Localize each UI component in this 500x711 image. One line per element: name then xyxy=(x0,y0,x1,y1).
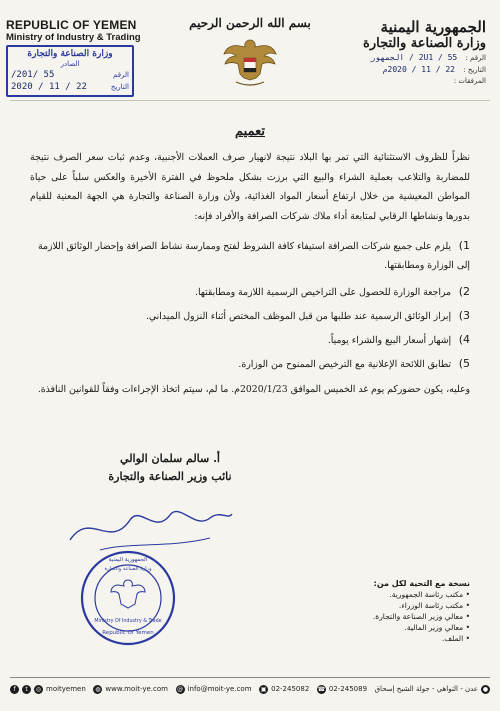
fax-icon: ▣ xyxy=(260,685,267,693)
letterhead-republic-en: REPUBLIC OF YEMEN xyxy=(6,18,137,32)
email-icon: @ xyxy=(177,685,184,693)
seal-mid-text: وزارة الصناعة والتجارة xyxy=(104,566,152,572)
list-item-text: مراجعة الوزارة للحصول على التراخيص الرسمية اللازمة ومطابقتها. xyxy=(194,287,452,298)
stamp-date-value: 22 / 11 / 2020 xyxy=(11,82,87,92)
list-item xyxy=(30,306,470,326)
stamp-date-label: التاريخ xyxy=(110,83,129,91)
address-group xyxy=(375,685,490,694)
letterhead-ministry-en: Ministry of Industry & Trading xyxy=(6,32,141,43)
list-item-number: 4) xyxy=(458,333,470,346)
english-letterhead xyxy=(6,18,166,97)
footer-divider xyxy=(10,677,490,678)
email-link[interactable]: info@moit-ye.com xyxy=(187,685,252,693)
list-item-text: تطابق اللائحة الإعلانية مع الترخيص الممنوح من الوزارة. xyxy=(238,359,452,370)
ref-value: 55 / 2U1 / الجمهور xyxy=(370,53,458,62)
signatory-name: أ. سالم سلمان الوالي xyxy=(120,452,220,465)
stamp-ref-row xyxy=(11,69,129,81)
ref-number-line xyxy=(336,52,486,64)
email-group xyxy=(176,685,252,694)
list-item-text: يلزم على جميع شركات الصرافة استيفاء كافة الشروط لفتح وممارسة نشاط الصرافة وإحضار الوثائق اللازمة إلى الوزارة ومطابقتها. xyxy=(37,241,470,271)
eagle-emblem-icon xyxy=(222,34,278,92)
list-item-number: 3) xyxy=(458,309,470,322)
copies-title: نسخة مع التحية لكل من: xyxy=(373,579,470,588)
instagram-icon: ◎ xyxy=(35,685,42,693)
list-item xyxy=(30,236,470,275)
list-item: • مكتب رئاسة الجمهورية. xyxy=(389,590,470,599)
facebook-icon: f xyxy=(10,685,19,694)
stamp-ref-label: الرقم xyxy=(113,71,129,79)
seal-en-bottom: Republic Of Yemen xyxy=(102,630,154,636)
attachments-label: المرفقات : xyxy=(453,77,486,85)
footer-bar xyxy=(0,680,500,698)
website-link[interactable]: www.moit-ye.com xyxy=(105,685,168,693)
fax-group xyxy=(259,685,309,694)
address-text: عدن - التواهي - جولة الشيخ إسحاق xyxy=(374,685,478,693)
list-item-text: إشهار أسعار البيع والشراء يومياً. xyxy=(327,335,452,346)
list-item-number: 2) xyxy=(458,285,470,298)
social-handle: moityemen xyxy=(46,685,86,693)
stamp-date-row xyxy=(11,81,129,93)
phone-number: 02-245089 xyxy=(328,685,368,693)
seal-top-text: الجمهورية اليمنية xyxy=(108,557,148,563)
list-item-number: 5) xyxy=(458,357,470,370)
stamp-ref-value: 55 /201/ xyxy=(11,70,55,80)
stamp-ministry: وزارة الصناعة والتجارة xyxy=(27,49,113,59)
arabic-letterhead xyxy=(336,18,486,87)
document-title: تعميم xyxy=(235,124,265,139)
letterhead-republic: الجمهورية اليمنية xyxy=(380,18,486,36)
phone-group xyxy=(317,685,367,694)
letterhead-ministry: وزارة الصناعة والتجارة xyxy=(363,36,486,51)
date-value: 22 / 11 / 2020م xyxy=(382,65,455,74)
phone-icon: ☎ xyxy=(317,685,326,693)
ref-label: الرقم : xyxy=(465,54,486,62)
list-item-text: إبراز الوثائق الرسمية عند طلبها من قبل الموظف المختص أثناء النزول الميداني. xyxy=(145,311,452,322)
date-line xyxy=(336,64,486,76)
attachments-line xyxy=(336,76,486,87)
social-group xyxy=(10,685,86,694)
copies-block xyxy=(320,578,470,644)
list-item: • معالي وزير المالية. xyxy=(404,623,470,632)
list-item xyxy=(30,330,470,350)
list-item: • معالي وزير الصناعة والتجارة. xyxy=(372,612,470,621)
fax-number: 02-245082 xyxy=(271,685,310,693)
seal-en-mid: Ministry Of Industry & Trade xyxy=(94,619,162,624)
globe-icon: ◍ xyxy=(95,685,101,693)
basmala: بسم الله الرحمن الرحيم xyxy=(189,16,311,30)
official-seal-icon xyxy=(78,548,178,648)
intro-paragraph: نظراً للظروف الاستثنائية التي تمر بها البلاد نتيجة لانهيار صرف العملات الأجنبية، وعدم ثبات سعر الصرف نتيجة للمضاربة والتلاعب بعملية الشراء والبيع التي برزت بشكل ملحوظ في الفترة الأخيرة والعكس سلباً على حياة المواطن المعيشية من خلال ارتفاع أسعار المواد الغذائية، ولأن وزارة الصناعة والتجارة هي الجهة المعنية للقيام بدورها ونشاطها الرقابي لمتابعة أداء ملاك شركات الصرافة والأفراد فإنه: xyxy=(30,152,470,222)
location-pin-icon: ● xyxy=(482,685,489,693)
list-item: • مكتب رئاسة الوزراء. xyxy=(398,601,470,610)
website-group xyxy=(93,685,168,694)
list-item-number: 1) xyxy=(458,239,470,252)
list-item: • الملف. xyxy=(441,634,470,643)
twitter-icon: t xyxy=(22,685,31,694)
list-item xyxy=(30,282,470,302)
closing-paragraph: وعليه، يكون حضوركم يوم غد الخميس الموافق 2020/1/23م. ما لم، سيتم اتخاذ الإجراءات وفقاً للقوانين النافذة. xyxy=(37,384,470,395)
signatory-title: نائب وزير الصناعة والتجارة xyxy=(108,470,232,483)
header-divider xyxy=(10,100,490,101)
list-item xyxy=(30,354,470,374)
stamp-outgoing: الصادر xyxy=(60,60,80,68)
date-label: التاريخ : xyxy=(463,66,486,74)
outgoing-stamp xyxy=(6,45,134,97)
